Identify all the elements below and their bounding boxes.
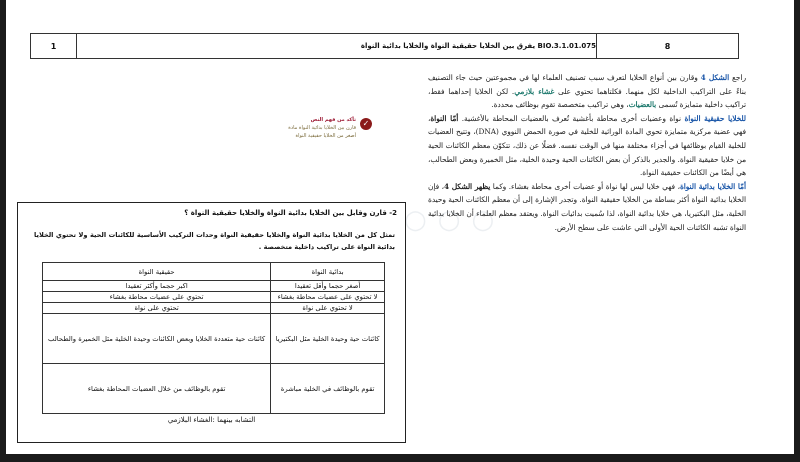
term-nucleus: أمّا النواة xyxy=(430,113,459,123)
header-objective-title: BIO.3.1.01.075 يفرق بين الخلايا حقيقية النواة والخلايا بدائية النواة xyxy=(77,34,597,58)
question-answer-text: تمثل كل من الخلايا بدائية النواة والخلايا حقيقية النواة وحدات التركيب الأساسية للكائنات الحية ولا تحتوي الخلايا بدائية النواة على تراكيب داخلية متخصصة . xyxy=(34,231,395,251)
window-frame-right xyxy=(794,0,800,462)
figure-reference: يظهر الشكل 4 xyxy=(443,181,491,191)
question-answer-box xyxy=(17,202,406,443)
term-plasma-membrane: غشاء بلازمي xyxy=(514,86,555,96)
similarity-note: التشابه بينهما :الغشاء البلازمي xyxy=(167,416,256,424)
paragraph-intro: راجع الشكل 4 وقارن بين أنواع الخلايا لتعرف سبب تصنيف العلماء لها في مجموعتين حيث جاء التصنيف بناءً على التراكيب الداخلية لكل منهما. فكلتاهما تحتوي على غشاء بلازمي. لكن الخلايا إحداهما فقط، تراكيب داخلية متمايزة تُسمى بالعضيات، وهي تراكيب متخصصة تقوم بوظائف محددة. xyxy=(428,73,747,110)
table-row: لا تحتوي على نواة تحتوي على نواة xyxy=(43,303,385,314)
header-number-left: 1 xyxy=(31,34,77,58)
table-row: كائنات حية وحيدة الخلية مثل البكتيريا كائنات حية متعددة الخلايا وبعض الكائنات وحيدة الخلية مثل الخميرة والطحالب xyxy=(43,314,385,364)
term-eukaryotic-cells: للخلايا حقيقية النواة xyxy=(684,113,747,123)
paragraph-prokaryote: أمّا الخلايا بدائية النواة، فهي خلايا ليس لها نواة أو عضيات أخرى محاطة بغشاء. وكما يظهر الشكل 4، فإن الخلايا بدائية النواة أكثر بساطة من الخلايا حقيقية النواة. وتجدر الإشارة إلى أن معظم الكائنات الحية وحيدة الخلية، مثل البكتيريا، هي خلايا بدائية النواة، لذا سُميت بدائيات النواة. ويعتقد معظم العلماء أن الخلايا بدائية النواة تشبه الكائنات الحية الأولى التي عاشت على سطح الأرض. xyxy=(428,181,746,232)
table-row: لا تحتوي على عضيات محاطة بغشاء تحتوي على عضيات محاطة بغشاء xyxy=(43,292,385,303)
comparison-table xyxy=(42,262,385,414)
figure-reference: الشكل 4 xyxy=(700,73,730,82)
objective-header-table xyxy=(30,33,739,59)
check-understanding-note: ✓ تأكد من فهم النص قارن بين الخلايا بدائية النواة مادة أصغر من الخلايا حقيقية النواة xyxy=(272,116,356,140)
watermark: ○ ○ ○ xyxy=(404,205,496,235)
question-title: 2- قارن وقابل بين الخلايا بدائية النواة والخلايا حقيقية النواة ؟ xyxy=(184,209,397,217)
column-header-prokaryote: بدائية النواة xyxy=(271,263,385,281)
term-prokaryotic-cells: أمّا الخلايا بدائية النواة xyxy=(679,181,746,191)
window-frame-left xyxy=(0,0,6,462)
paragraph-eukaryote: للخلايا حقيقية النواة نواة وعضيات أخرى محاطة بأغشية تُعرف بالعضيات المحاطة بالأغشية. أمّا النواة، فهي عضية مركزية متمايزة تحوي المادة الوراثية للخلية في صورة الحمض النووي (DNA)، وتتيح العضيات للخلية القيام بوظائفها في أجزاء مختلفة منها في الوقت نفسه. فضلًا عن ذلك، تتكوّن معظم الكائنات الحية من خلايا حقيقية النواة. والجدير بالذكر أن بعض الكائنات الحية وحيدة الخلية، مثل الخميرة وبعض الطحالب، هي أيضًا من الكائنات حقيقية النواة. xyxy=(428,113,747,178)
header-number-right: 8 xyxy=(664,41,671,51)
column-header-eukaryote: حقيقية النواة xyxy=(43,263,271,281)
window-frame-bottom xyxy=(0,454,800,462)
table-row: تقوم بالوظائف في الخلية مباشرة تقوم بالوظائف من خلال العضيات المحاطة بغشاء xyxy=(43,364,385,414)
checkmark-icon: ✓ xyxy=(360,118,372,130)
table-row: أصغر حجما وأقل تعقيدا اكبر حجما وأكثر تعقيدا xyxy=(43,281,385,292)
table-header-row xyxy=(43,263,385,281)
term-organelles: بالعضيات xyxy=(628,100,657,110)
